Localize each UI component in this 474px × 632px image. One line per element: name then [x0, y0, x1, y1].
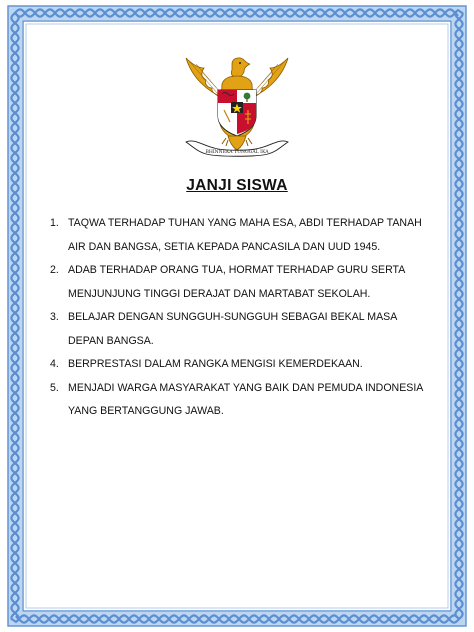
pledge-list — [50, 212, 432, 424]
item-text: BERPRESTASI DALAM RANGKA MENGISI KEMERDEKAAN. — [68, 358, 363, 370]
list-item — [50, 212, 432, 259]
item-text: BELAJAR DENGAN SUNGGUH-SUNGGUH SEBAGAI BEKAL MASA DEPAN BANGSA. — [68, 311, 397, 347]
item-number: 1. — [50, 217, 59, 229]
list-item — [50, 306, 432, 353]
item-text: TAQWA TERHADAP TUHAN YANG MAHA ESA, ABDI TERHADAP TANAH AIR DAN BANGSA, SETIA KEPADA PANCASILA DAN UUD 1945. — [68, 217, 422, 253]
page-title: JANJI SISWA — [186, 177, 288, 194]
item-text: ADAB TERHADAP ORANG TUA, HORMAT TERHADAP GURU SERTA MENJUNJUNG TINGGI DERAJAT DAN MARTABAT SEKOLAH. — [68, 264, 405, 300]
list-item — [50, 259, 432, 306]
item-text: MENJADI WARGA MASYARAKAT YANG BAIK DAN PEMUDA INDONESIA YANG BERTANGGUNG JAWAB. — [68, 381, 423, 417]
item-number: 3. — [50, 311, 59, 323]
item-number: 2. — [50, 264, 59, 276]
garuda-head — [231, 58, 250, 78]
list-item — [50, 353, 432, 377]
garuda-emblem — [178, 54, 296, 162]
emblem-motto: BHINNEKA TUNGGAL IKA — [205, 150, 269, 155]
list-item — [50, 377, 432, 424]
pancasila-shield — [218, 90, 256, 136]
item-number: 4. — [50, 358, 59, 370]
item-number: 5. — [50, 381, 59, 394]
garuda-tail — [228, 136, 246, 150]
